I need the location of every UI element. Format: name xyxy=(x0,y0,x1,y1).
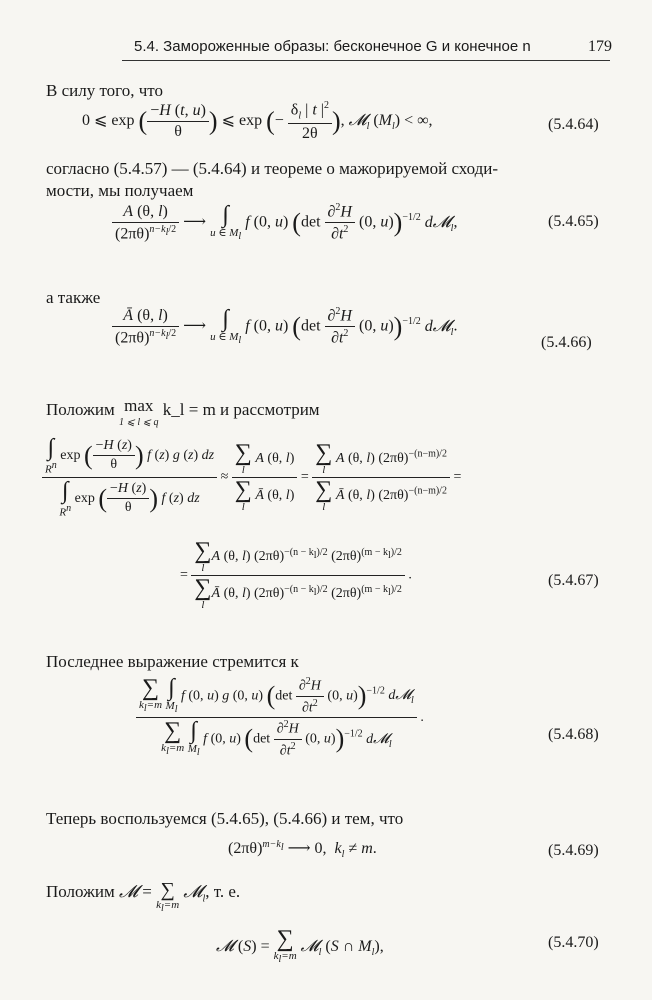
paragraph-also: а также xyxy=(46,288,101,307)
equation-5-4-66: $\frac{Ā (\theta, l)}{(2\pi\theta)^{n-k_l/2}}$ ⟶ ∫ u ∈ $M_l$ f (0, u) (det $\frac{\partial^2H}{\partial t^2}$ (0, u))$^{-1/2}$ d𝓜$_l$. xyxy=(112,306,457,348)
equation-5-4-67: = ∑ l A (θ, l) $(2\pi\theta)^{-(n - k_l)/2}$ $(2\pi\theta)^{(m - k_l)/2}$ ∑ l Ā (θ, l) $(2\pi\theta)^{-(n - k_l)/2}$ $(2\pi\theta)^{(m - k_l)/2}$ . xyxy=(180,538,412,611)
paragraph-let-rest: k_l = m и рассмотрим xyxy=(162,400,320,419)
max-range: 1 ⩽ l ⩽ q xyxy=(118,417,159,428)
equation-number-5-4-65: (5.4.65) xyxy=(548,213,599,230)
equation-number-5-4-70: (5.4.70) xyxy=(548,934,599,951)
paragraph-majorized-line2: мости, мы получаем xyxy=(46,181,194,200)
equation-number-5-4-69: (5.4.69) xyxy=(548,842,599,859)
header-rule xyxy=(122,60,610,61)
equation-number-5-4-68: (5.4.68) xyxy=(548,726,599,743)
equation-5-4-69: $(2\pi\theta)^{m-k_l}$ ⟶ 0, $k_l \ne m$. xyxy=(228,838,377,861)
equation-number-5-4-67: (5.4.67) xyxy=(548,572,599,589)
paragraph-let-M-rest: , т. е. xyxy=(205,882,241,901)
equation-5-4-70: 𝓜 (S) = ∑ $k_l=m$ 𝓜$_l$ (S ∩ $M_l$), xyxy=(216,926,384,966)
paragraph-intro: В силу того, что xyxy=(46,81,163,100)
equation-number-5-4-66: (5.4.66) xyxy=(541,334,592,351)
equation-ratio: ∫ $R^n$ exp ( $\frac{-H (z)}{\theta}$ ) f (z) g (z) dz ∫ $R^n$ exp ( $\frac{-H (z)}{\theta}$ ) f (z) dz ≈ ∑ l A (θ, l) ∑ l Ā (θ, l) = ∑ l A (θ, l) $(2\pi\theta)^{-(n-m)/2}$ ∑ l Ā (θ, l) $(2\pi\theta)^{-(n-m)/2}$ = xyxy=(42,436,461,518)
paragraph-majorized-line1: согласно (5.4.57) — (5.4.64) и теореме о мажорируемой сходи- xyxy=(46,159,499,178)
max-operator: max xyxy=(124,396,154,415)
paragraph-let-M-word: Положим xyxy=(46,882,115,901)
paragraph-let-M: Положим 𝓜 = ∑ $k_l=m$ 𝓜$_l$, т. е. xyxy=(46,879,241,915)
paragraph-now-use: Теперь воспользуемся (5.4.65), (5.4.66) и тем, что xyxy=(46,809,404,828)
paragraph-let-word: Положим xyxy=(46,400,115,419)
page-number: 179 xyxy=(588,38,612,55)
equation-5-4-65: $\frac{A (\theta, l)}{(2\pi\theta)^{n-k_l/2}}$ ⟶ ∫ u ∈ $M_l$ f (0, u) (det $\frac{\partial^2H}{\partial t^2}$ (0, u))$^{-1/2}$ d𝓜$_l$, xyxy=(112,202,457,244)
paragraph-last-expression: Последнее выражение стремится к xyxy=(46,652,299,671)
equation-number-5-4-64: (5.4.64) xyxy=(548,116,599,133)
equation-5-4-64: 0 ⩽ exp ( $\frac{-H (t, u)}{\theta}$ ) ⩽ exp (− $\frac{\delta_l | t |^2}{2\theta}$ ), 𝓜$_l$ $(M_l)$ < ∞, xyxy=(82,100,433,142)
paragraph-let-max xyxy=(46,396,320,430)
equation-5-4-68: ∑ $k_l=m$ ∫ $M_l$ f (0, u) g (0, u) (det $\frac{\partial^2H}{\partial t^2}$ (0, u))$^{-1/2}$ d𝓜$_l$ ∑ $k_l=m$ ∫ $M_l$ f (0, u) (det $\frac{\partial^2H}{\partial t^2}$ (0, u))$^{-1/2}$ d𝓜$_l$ . xyxy=(136,676,424,760)
running-header-title: 5.4. Замороженные образы: бесконечное G и конечное n xyxy=(134,38,531,55)
